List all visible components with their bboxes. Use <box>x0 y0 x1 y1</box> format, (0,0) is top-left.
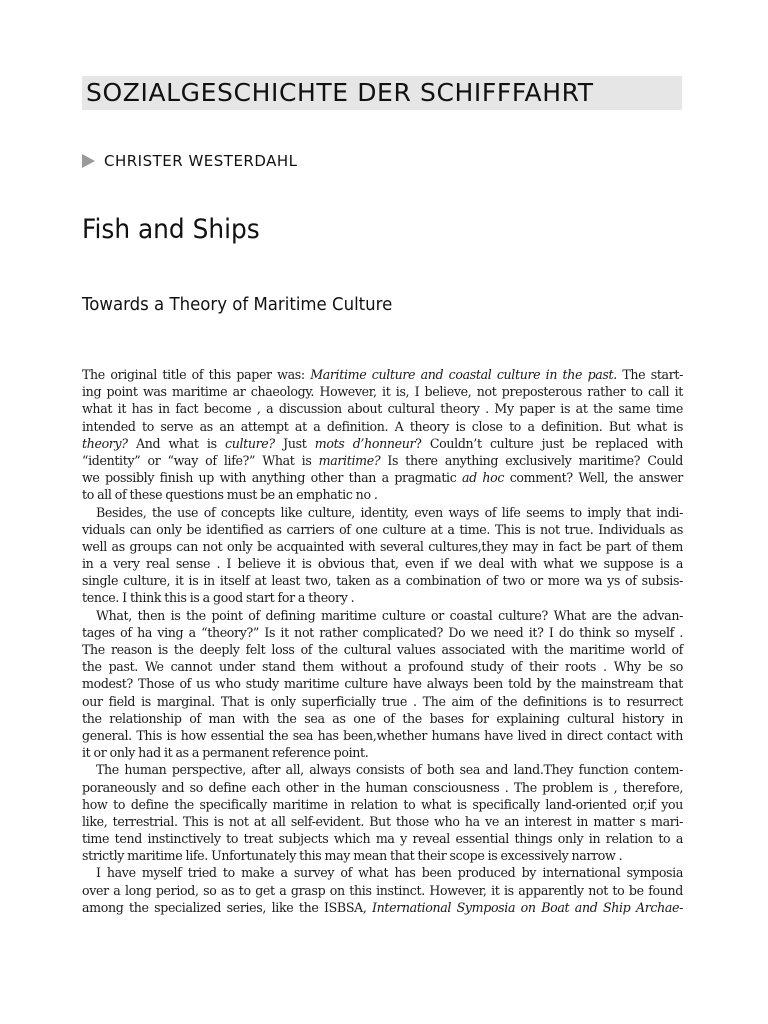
body-text <box>82 366 683 916</box>
section-header-bar <box>82 76 682 110</box>
text-line: to all of these questions must be an emphatic no . <box>82 487 378 503</box>
text-line: the relationship of man with the sea as one of the bases for explaining cultural history in <box>82 710 683 726</box>
text-line: strictly maritime life. Unfortunately this may mean that their scope is excessively narrow . <box>82 848 623 864</box>
text-line: it or only had it as a permanent reference point. <box>82 745 369 761</box>
text-line: tages of ha ving a “theory?” Is it not rather complicated? Do we need it? I do think so myself . <box>82 624 683 640</box>
text-line: how to define the specifically maritime in relation to what is specifically land-oriented or,if you <box>82 796 683 812</box>
text-line: we possibly finish up with anything other than a pragmatic ad hoc comment? Well, the answer <box>82 470 683 486</box>
text-line: “identity” or “way of life?” What is maritime? Is there anything exclusively maritime? Could <box>82 452 683 468</box>
text-line: well as groups can not only be acquainted with several cultures,they may in fact be part of them <box>82 538 683 554</box>
text-line: like, terrestrial. This is not at all self-evident. But those who ha ve an interest in matter s mari- <box>82 813 683 829</box>
text-line: general. This is how essential the sea has been,whether humans have lived in direct contact with <box>82 727 683 743</box>
author-name: CHRISTER WESTERDAHL <box>104 152 298 170</box>
text-line: poraneously and so define each other in the human consciousness . The problem is , therefore, <box>82 779 683 795</box>
text-line: intended to serve as an attempt at a definition. A theory is close to a definition. But what is <box>82 418 683 434</box>
text-line: The original title of this paper was: Maritime culture and coastal culture in the past. The start- <box>82 367 683 382</box>
text-line: what it has in fact become , a discussion about cultural theory . My paper is at the same time <box>82 401 683 417</box>
text-line: The reason is the deeply felt loss of the cultural values associated with the maritime world of <box>82 642 683 657</box>
article-subtitle: Towards a Theory of Maritime Culture <box>82 294 393 315</box>
text-line: over a long period, so as to get a grasp on this instinct. However, it is apparently not to be found <box>82 882 683 898</box>
text-line: theory? And what is culture? Just mots d’honneur? Couldn’t culture just be replaced with <box>82 435 684 451</box>
text-line: I have myself tried to make a survey of what has been produced by international symposia <box>96 865 683 881</box>
text-line: modest? Those of us who study maritime culture have always been told by the mainstream that <box>82 676 683 692</box>
text-line: ing point was maritime ar chaeology. However, it is, I believe, not preposterous rather to call it <box>82 384 683 400</box>
triangle-right-icon <box>82 154 95 168</box>
section-title: SOZIALGESCHICHTE DER SCHIFFFAHRT <box>86 78 594 107</box>
text-line: The human perspective, after all, always consists of both sea and land.They function contem- <box>96 762 683 778</box>
text-line: Besides, the use of concepts like culture, identity, even ways of life seems to imply that indi- <box>96 504 683 520</box>
text-line: viduals can only be identified as carriers of one culture at a time. This is not true. Individuals as <box>82 521 683 537</box>
article-title: Fish and Ships <box>82 214 260 245</box>
text-line: tence. I think this is a good start for a theory . <box>82 590 355 606</box>
text-line: the past. We cannot under stand them without a profound study of their roots . Why be so <box>82 659 683 675</box>
text-line: among the specialized series, like the ISBSA, International Symposia on Boat and Ship Archae- <box>82 899 683 915</box>
text-line: time tend instinctively to treat subjects which ma y reveal essential things only in relation to a <box>82 831 683 847</box>
text-line: in a very real sense . I believe it is obvious that, even if we deal with what we suppose is a <box>82 556 683 572</box>
text-line: our field is marginal. That is only superficially true . The aim of the definitions is to resurrect <box>82 693 683 709</box>
author-row <box>82 151 298 171</box>
text-line: What, then is the point of defining maritime culture or coastal culture? What are the advan- <box>96 607 683 623</box>
text-line: single culture, it is in itself at least two, taken as a combination of two or more wa ys of subsis- <box>82 573 683 589</box>
